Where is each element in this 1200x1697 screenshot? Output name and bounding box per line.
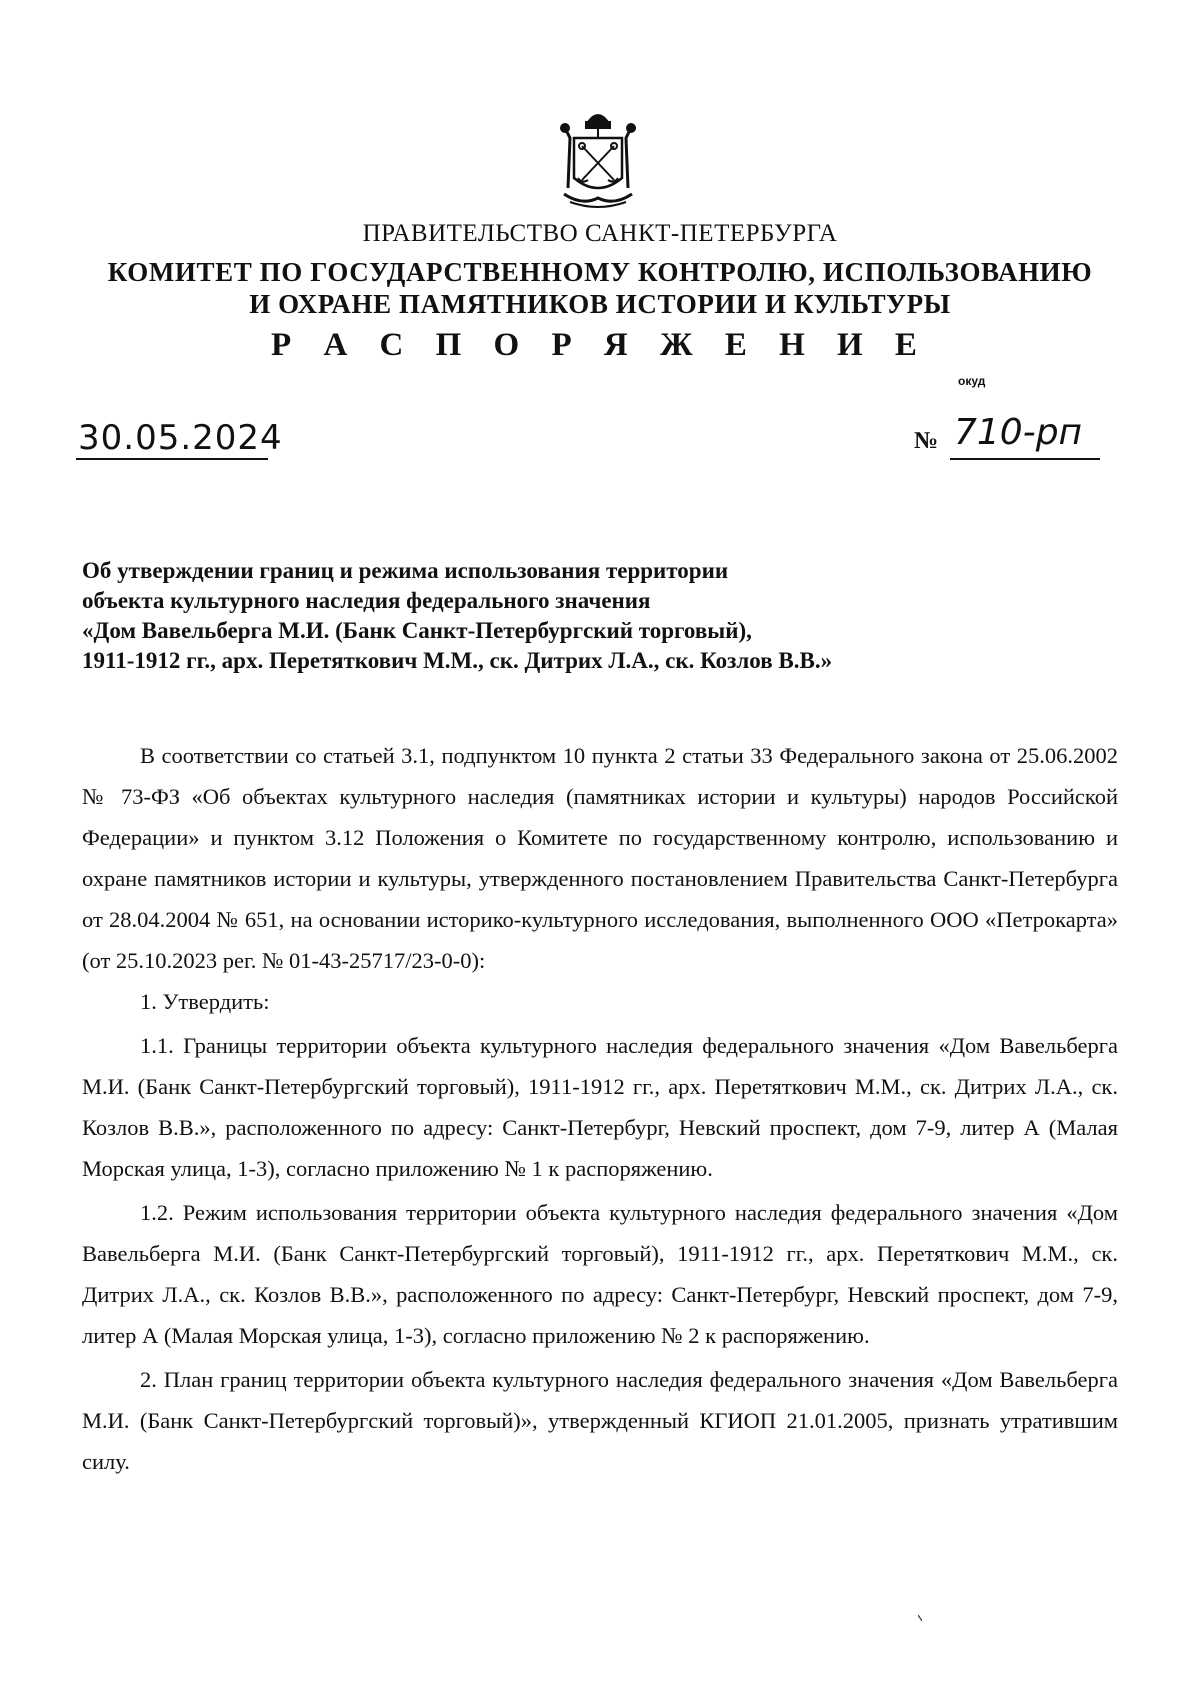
document-body (82, 735, 1118, 1482)
stray-mark (918, 1615, 922, 1621)
date-underline (76, 458, 268, 460)
document-number: 710-рп (954, 412, 1083, 453)
item-paragraph: 1.2. Режим использования территории объекта культурного наследия федерального значения «Дом Вавельберга М.И. (Банк Санкт-Петербургский торговый), 1911-1912 гг., арх. Перетяткович М.М., ск. Дитрих Л.А., ск. Козлов В.В.», расположенного по адресу: Санкт-Петербург, Невский проспект, дом 7-9, литер А (Малая Морская улица, 1-3), согласно приложению № 2 к распоряжению. (82, 1200, 1118, 1348)
subject-line: Об утверждении границ и режима использования территории (82, 558, 729, 583)
item-paragraph: 1.1. Границы территории объекта культурного наследия федерального значения «Дом Вавельберга М.И. (Банк Санкт-Петербургский торговый), 1911-1912 гг., арх. Перетяткович М.М., ск. Дитрих Л.А., ск. Козлов В.В.», расположенного по адресу: Санкт-Петербург, Невский проспект, дом 7-9, литер А (Малая Морская улица, 1-3), согласно приложению № 1 к распоряжению. (82, 1033, 1118, 1181)
subject-line: объекта культурного наследия федерального значения (82, 588, 651, 613)
subject-line: 1911-1912 гг., арх. Перетяткович М.М., ск. Дитрих Л.А., ск. Козлов В.В.» (82, 648, 833, 673)
number-underline (950, 458, 1100, 460)
document-type: Р А С П О Р Я Ж Е Н И Е (271, 327, 929, 363)
item-paragraph: 2. План границ территории объекта культурного наследия федерального значения «Дом Вавельберга М.И. (Банк Санкт-Петербургский торговый)», утвержденный КГИОП 21.01.2005, признать утратившим силу. (82, 1367, 1118, 1474)
committee-title-line2: И ОХРАНЕ ПАМЯТНИКОВ ИСТОРИИ И КУЛЬТУРЫ (249, 289, 951, 319)
government-title: ПРАВИТЕЛЬСТВО САНКТ-ПЕТЕРБУРГА (362, 220, 838, 247)
coat-of-arms-emblem (552, 108, 644, 212)
preamble-paragraph: В соответствии со статьей 3.1, подпунктом 10 пункта 2 статьи 33 Федерального закона от 25.06.2002 № 73-ФЗ «Об объектах культурного наследия (памятниках истории и культуры) народов Российской Федерации» и пунктом 3.12 Положения о Комитете по государственному контролю, использованию и охране памятников истории и культуры, утвержденного постановлением Правительства Санкт-Петербурга от 28.04.2004 № 651, на основании историко-культурного исследования, выполненного ООО «Петрокарта» (от 25.10.2023 рег. № 01-43-25717/23-0-0): (82, 743, 1118, 973)
document-subject (82, 556, 982, 676)
item-paragraph: 1. Утвердить: (140, 989, 270, 1014)
committee-title-line1: КОМИТЕТ ПО ГОСУДАРСТВЕННОМУ КОНТРОЛЮ, ИСПОЛЬЗОВАНИЮ (107, 257, 1093, 287)
subject-line: «Дом Вавельберга М.И. (Банк Санкт-Петербургский торговый), (82, 618, 752, 643)
okud-label: окуд (958, 374, 986, 388)
number-sign: № (914, 428, 939, 454)
document-date: 30.05.2024 (78, 418, 283, 458)
